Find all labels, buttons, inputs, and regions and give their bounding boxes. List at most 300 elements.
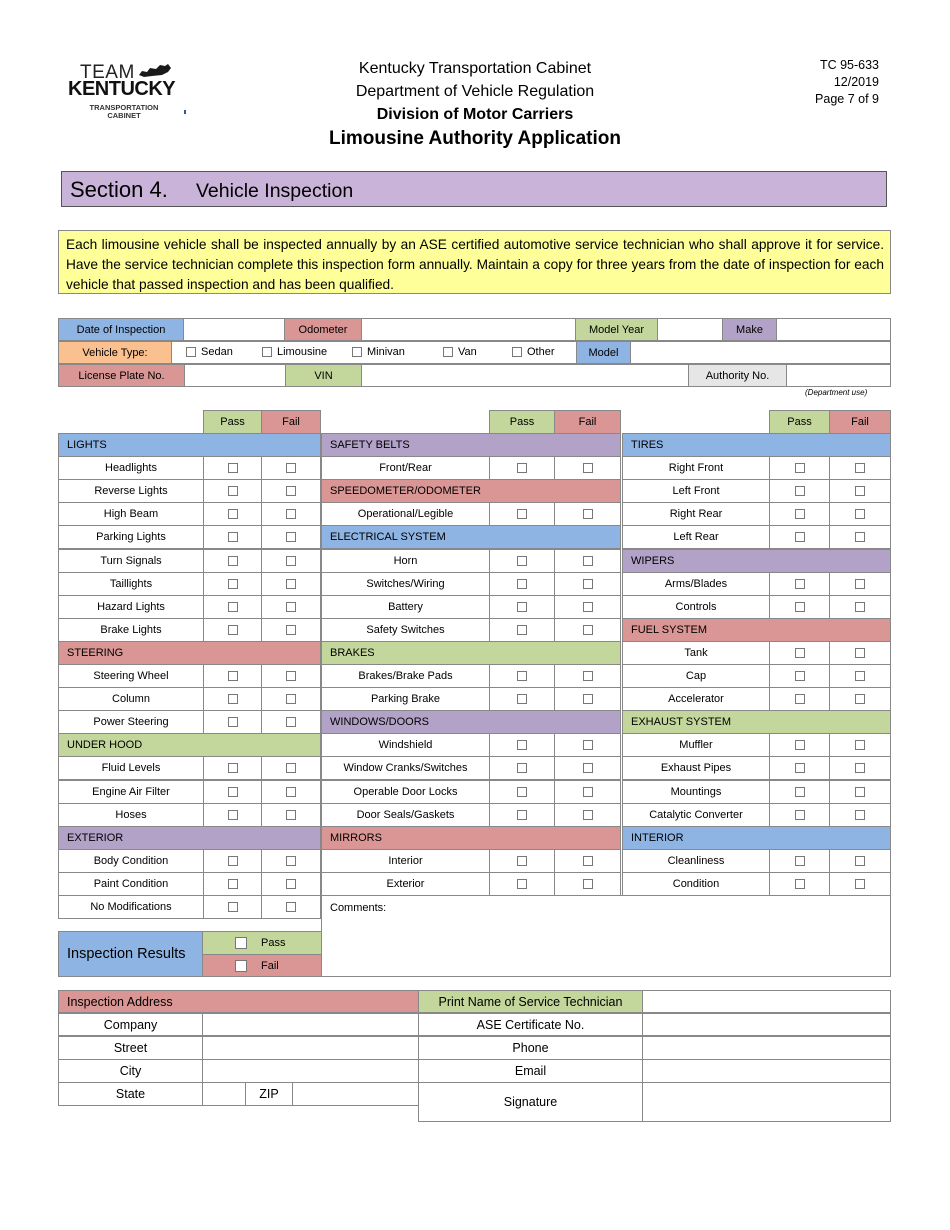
pass-cell [203,549,262,573]
fail-checkbox[interactable] [855,856,865,866]
form-number: TC 95-633 [819,58,879,72]
fail-checkbox[interactable] [855,579,865,589]
category-header: SAFETY BELTS [321,433,621,457]
pass-checkbox[interactable] [517,694,527,704]
fail-cell [829,803,891,827]
form-date: 12/2019 [833,75,879,89]
pass-cell [489,618,555,642]
fail-checkbox[interactable] [286,625,296,635]
comments-label: Comments: [330,902,387,914]
fail-column-header: Fail [829,410,891,434]
type-minivan-option[interactable] [352,346,405,358]
category-header: LIGHTS [58,433,321,457]
pass-checkbox[interactable] [228,602,238,612]
pass-checkbox[interactable] [228,671,238,681]
pass-checkbox[interactable] [795,463,805,473]
pass-cell [769,756,830,780]
checklist-item-label: Windshield [321,733,490,757]
inspection-notice: Each limousine vehicle shall be inspected annually by an ASE certified automotive service technician who shall approve it for service. Have the service technician complete this inspection form annually. Maintain a copy for three years from the date of inspection for each vehicle that passed inspection and has been qualified. [58,230,891,294]
fail-checkbox[interactable] [583,763,593,773]
fail-cell [829,733,891,757]
pass-checkbox[interactable] [517,463,527,473]
fail-checkbox[interactable] [286,717,296,727]
fail-cell [829,780,891,804]
category-header: UNDER HOOD [58,733,321,757]
results-fail-checkbox[interactable] [235,960,247,972]
other-checkbox[interactable] [512,347,522,357]
fail-cell [261,687,321,711]
team-kentucky-logo [66,60,191,122]
sedan-checkbox[interactable] [186,347,196,357]
fail-cell [554,549,621,573]
comments-box[interactable] [321,895,891,977]
date-of-inspection-field[interactable] [183,318,285,341]
type-van-label: Van [458,346,477,358]
fail-checkbox[interactable] [583,602,593,612]
pass-checkbox[interactable] [795,486,805,496]
fail-checkbox[interactable] [583,856,593,866]
pass-checkbox[interactable] [228,902,238,912]
zip-field[interactable] [292,1082,419,1106]
pass-checkbox[interactable] [228,463,238,473]
authority-no-label: Authority No. [688,364,787,387]
pass-checkbox[interactable] [795,694,805,704]
fail-checkbox[interactable] [583,810,593,820]
fail-checkbox[interactable] [583,740,593,750]
type-limousine-label: Limousine [277,346,328,358]
header-line-division: Division of Motor Carriers [376,106,574,123]
license-plate-field[interactable] [184,364,286,387]
pass-cell [203,849,262,873]
fail-checkbox[interactable] [855,810,865,820]
inspection-results-label: Inspection Results [58,931,203,977]
pass-checkbox[interactable] [517,879,527,889]
pass-cell [769,803,830,827]
section-name: Vehicle Inspection [196,180,354,202]
fail-cell [261,549,321,573]
pass-checkbox[interactable] [228,763,238,773]
pass-checkbox[interactable] [795,532,805,542]
pass-checkbox[interactable] [228,787,238,797]
state-field[interactable] [202,1082,246,1106]
checklist-item-label: Brake Lights [58,618,204,642]
pass-checkbox[interactable] [795,602,805,612]
odometer-field[interactable] [361,318,576,341]
checklist-item-label: Body Condition [58,849,204,873]
company-field[interactable] [202,1013,419,1036]
state-label: State [58,1082,203,1106]
ase-certificate-field[interactable] [642,1013,891,1036]
odometer-label: Odometer [284,318,362,341]
zip-label: ZIP [245,1082,293,1106]
pass-cell [203,525,262,549]
checklist-item-label: Muffler [622,733,770,757]
pass-checkbox[interactable] [517,856,527,866]
pass-checkbox[interactable] [517,810,527,820]
fail-cell [829,572,891,596]
fail-cell [554,849,621,873]
fail-checkbox[interactable] [286,879,296,889]
pass-cell [769,525,830,549]
pass-checkbox[interactable] [228,486,238,496]
checklist-item-label: Safety Switches [321,618,490,642]
date-of-inspection-label: Date of Inspection [58,318,184,341]
checklist-item-label: Reverse Lights [58,479,204,503]
fail-checkbox[interactable] [855,648,865,658]
pass-cell [769,780,830,804]
results-pass-checkbox[interactable] [235,937,247,949]
section-title-bar [61,171,887,207]
results-pass-label: Pass [261,937,286,949]
pass-checkbox[interactable] [228,879,238,889]
pass-cell [489,780,555,804]
limousine-checkbox[interactable] [262,347,272,357]
ase-certificate-label: ASE Certificate No. [418,1013,643,1036]
fail-checkbox[interactable] [855,486,865,496]
fail-checkbox[interactable] [286,787,296,797]
checklist-item-label: Condition [622,872,770,896]
fail-cell [554,502,621,526]
fail-checkbox[interactable] [855,740,865,750]
checklist-item-label: Parking Lights [58,525,204,549]
pass-cell [203,479,262,503]
fail-checkbox[interactable] [286,486,296,496]
fail-cell [554,780,621,804]
pass-cell [489,456,555,480]
fail-checkbox[interactable] [855,671,865,681]
fail-cell [261,525,321,549]
pass-checkbox[interactable] [228,625,238,635]
pass-cell [203,572,262,596]
checklist-item-label: Paint Condition [58,872,204,896]
checklist-item-label: Fluid Levels [58,756,204,780]
pass-cell [203,803,262,827]
checklist-item-label: Interior [321,849,490,873]
street-field[interactable] [202,1036,419,1060]
fail-cell [554,595,621,619]
checklist-item-label: Battery [321,595,490,619]
pass-cell [203,710,262,734]
fail-checkbox[interactable] [855,602,865,612]
checklist-item-label: Power Steering [58,710,204,734]
pass-cell [203,872,262,896]
type-other-label: Other [527,346,555,358]
fail-cell [554,618,621,642]
pass-checkbox[interactable] [795,763,805,773]
pass-checkbox[interactable] [228,556,238,566]
pass-cell [203,618,262,642]
fail-checkbox[interactable] [583,463,593,473]
category-header: INTERIOR [622,826,891,850]
fail-cell [554,456,621,480]
category-header: WINDOWS/DOORS [321,710,621,734]
authority-no-field [786,364,891,387]
fail-checkbox[interactable] [286,671,296,681]
fail-checkbox[interactable] [286,463,296,473]
checklist-item-label: Exhaust Pipes [622,756,770,780]
pass-cell [203,895,262,919]
fail-cell [829,687,891,711]
city-label: City [58,1059,203,1083]
fail-cell [554,664,621,688]
checklist-item-label: Turn Signals [58,549,204,573]
pass-checkbox[interactable] [228,694,238,704]
fail-cell [261,572,321,596]
model-field[interactable] [630,341,891,364]
checklist-item-label: Front/Rear [321,456,490,480]
results-fail-label: Fail [261,959,279,972]
fail-checkbox[interactable] [583,694,593,704]
header-line-department: Department of Vehicle Regulation [355,83,595,100]
type-minivan-label: Minivan [367,346,405,358]
category-header: MIRRORS [321,826,621,850]
pass-cell [769,641,830,665]
category-header: SPEEDOMETER/ODOMETER [321,479,621,503]
fail-cell [261,895,321,919]
pass-cell [489,872,555,896]
fail-cell [261,872,321,896]
header-line-cabinet: Kentucky Transportation Cabinet [358,60,592,77]
results-pass[interactable] [202,931,322,955]
fail-cell [261,502,321,526]
pass-checkbox[interactable] [517,671,527,681]
checklist-item-label: Column [58,687,204,711]
pass-checkbox[interactable] [228,810,238,820]
fail-checkbox[interactable] [286,556,296,566]
category-header: WIPERS [622,549,891,573]
fail-checkbox[interactable] [286,509,296,519]
checklist-item-label: Tank [622,641,770,665]
pass-cell [769,849,830,873]
make-label: Make [722,318,777,341]
fail-cell [261,664,321,688]
vehicle-type-label: Vehicle Type: [58,341,172,364]
fail-checkbox[interactable] [286,810,296,820]
fail-checkbox[interactable] [583,625,593,635]
checklist-item-label: Left Rear [622,525,770,549]
results-fail[interactable] [202,954,322,977]
checklist-item-label: Hoses [58,803,204,827]
fail-checkbox[interactable] [583,879,593,889]
pass-checkbox[interactable] [795,856,805,866]
fail-cell [554,803,621,827]
company-label: Company [58,1013,203,1036]
pass-cell [769,872,830,896]
pass-checkbox[interactable] [517,740,527,750]
form-meta [815,57,879,108]
pass-checkbox[interactable] [517,787,527,797]
fail-checkbox[interactable] [855,694,865,704]
vin-field[interactable] [361,364,689,387]
fail-column-header: Fail [554,410,621,434]
fail-cell [261,595,321,619]
pass-cell [769,572,830,596]
fail-cell [829,849,891,873]
pass-cell [489,687,555,711]
pass-column-header: Pass [203,410,262,434]
category-header: FUEL SYSTEM [622,618,891,642]
pass-checkbox[interactable] [228,579,238,589]
category-header: EXTERIOR [58,826,321,850]
pass-cell [769,456,830,480]
checklist-item-label: Exterior [321,872,490,896]
van-checkbox[interactable] [443,347,453,357]
fail-cell [829,641,891,665]
fail-cell [829,525,891,549]
pass-checkbox[interactable] [228,717,238,727]
fail-checkbox[interactable] [583,787,593,797]
pass-checkbox[interactable] [795,787,805,797]
fail-cell [261,849,321,873]
checklist-item-label: Cap [622,664,770,688]
checklist-item-label: Operable Door Locks [321,780,490,804]
pass-cell [489,733,555,757]
pass-checkbox[interactable] [517,763,527,773]
pass-checkbox[interactable] [517,509,527,519]
checklist-item-label: No Modifications [58,895,204,919]
pass-column-header: Pass [489,410,555,434]
pass-cell [203,595,262,619]
fail-checkbox[interactable] [286,763,296,773]
section-number: Section 4. [70,177,168,202]
pass-checkbox[interactable] [517,625,527,635]
pass-cell [489,756,555,780]
checklist-item-label: Door Seals/Gaskets [321,803,490,827]
category-header: STEERING [58,641,321,665]
fail-checkbox[interactable] [855,463,865,473]
make-field[interactable] [776,318,891,341]
fail-checkbox[interactable] [855,787,865,797]
city-field[interactable] [202,1059,419,1083]
department-use-note: (Department use) [805,388,868,397]
pass-column-header: Pass [769,410,830,434]
checklist-item-label: Controls [622,595,770,619]
checklist-item-label: Window Cranks/Switches [321,756,490,780]
fail-cell [554,687,621,711]
fail-checkbox[interactable] [286,602,296,612]
pass-checkbox[interactable] [795,579,805,589]
signature-field[interactable] [642,1082,891,1122]
checklist-item-label: Engine Air Filter [58,780,204,804]
type-van-option[interactable] [443,346,477,358]
technician-name-label: Print Name of Service Technician [418,990,643,1013]
fail-checkbox[interactable] [855,532,865,542]
fail-checkbox[interactable] [583,671,593,681]
type-sedan-label: Sedan [201,346,233,358]
checklist-item-label: Switches/Wiring [321,572,490,596]
fail-checkbox[interactable] [286,579,296,589]
fail-checkbox[interactable] [855,509,865,519]
category-header: TIRES [622,433,891,457]
checklist-item-label: Parking Brake [321,687,490,711]
email-field[interactable] [642,1059,891,1083]
fail-checkbox[interactable] [583,579,593,589]
pass-cell [489,549,555,573]
kentucky-state-icon [138,63,172,79]
checklist-item-label: Taillights [58,572,204,596]
technician-name-field[interactable] [642,990,891,1013]
pass-checkbox[interactable] [795,810,805,820]
fail-checkbox[interactable] [583,509,593,519]
pass-checkbox[interactable] [795,671,805,681]
fail-cell [829,595,891,619]
pass-cell [489,849,555,873]
pass-cell [489,664,555,688]
inspection-address-header: Inspection Address [58,990,419,1013]
fail-checkbox[interactable] [855,763,865,773]
fail-cell [261,710,321,734]
pass-cell [489,572,555,596]
license-plate-label: License Plate No. [58,364,185,387]
street-label: Street [58,1036,203,1060]
pass-cell [203,756,262,780]
pass-cell [203,780,262,804]
fail-checkbox[interactable] [286,694,296,704]
fail-cell [261,456,321,480]
checklist-item-label: Right Rear [622,502,770,526]
pass-checkbox[interactable] [517,556,527,566]
type-other-option[interactable] [512,346,555,358]
pass-cell [203,502,262,526]
fail-cell [261,780,321,804]
document-header [250,57,700,151]
pass-cell [203,664,262,688]
pass-cell [489,502,555,526]
category-header: EXHAUST SYSTEM [622,710,891,734]
pass-checkbox[interactable] [228,856,238,866]
checklist-item-label: High Beam [58,502,204,526]
pass-checkbox[interactable] [795,648,805,658]
fail-cell [554,733,621,757]
pass-checkbox[interactable] [517,579,527,589]
phone-label: Phone [418,1036,643,1060]
minivan-checkbox[interactable] [352,347,362,357]
type-limousine-option[interactable] [262,346,327,358]
checklist-item-label: Brakes/Brake Pads [321,664,490,688]
phone-field[interactable] [642,1036,891,1060]
pass-checkbox[interactable] [228,532,238,542]
pass-cell [489,803,555,827]
pass-cell [769,733,830,757]
fail-checkbox[interactable] [286,532,296,542]
fail-cell [261,803,321,827]
pass-checkbox[interactable] [795,740,805,750]
fail-checkbox[interactable] [583,556,593,566]
fail-cell [829,872,891,896]
fail-checkbox[interactable] [286,856,296,866]
vin-label: VIN [285,364,362,387]
pass-checkbox[interactable] [795,879,805,889]
pass-cell [769,595,830,619]
checklist-item-label: Cleanliness [622,849,770,873]
page-number: Page 7 of 9 [815,92,879,106]
pass-checkbox[interactable] [228,509,238,519]
checklist-item-label: Operational/Legible [321,502,490,526]
type-sedan-option[interactable] [186,346,233,358]
checklist-item-label: Horn [321,549,490,573]
email-label: Email [418,1059,643,1083]
model-year-field[interactable] [657,318,723,341]
fail-cell [554,756,621,780]
pass-checkbox[interactable] [795,509,805,519]
pass-checkbox[interactable] [517,602,527,612]
fail-checkbox[interactable] [286,902,296,912]
fail-cell [829,479,891,503]
fail-cell [261,479,321,503]
checklist-item-label: Headlights [58,456,204,480]
checklist-item-label: Right Front [622,456,770,480]
fail-checkbox[interactable] [855,879,865,889]
